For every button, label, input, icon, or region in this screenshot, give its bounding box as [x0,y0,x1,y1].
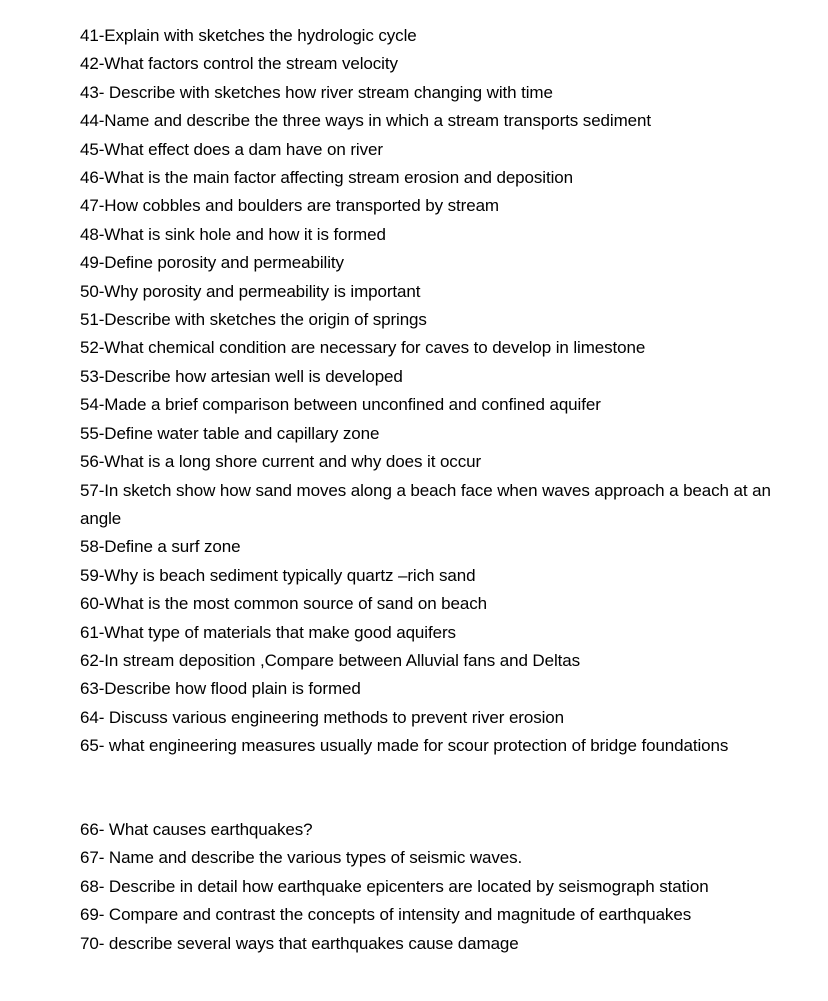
question-61: 61-What type of materials that make good aquifers [80,622,456,642]
question-51: 51-Describe with sketches the origin of springs [80,310,427,330]
question-68: 68- Describe in detail how earthquake epicenters are located by seismograph station [80,876,709,896]
question-66: 66- What causes earthquakes? [80,820,313,839]
question-44: 44-Name and describe the three ways in which a stream transports sediment [80,111,651,131]
question-47: 47-How cobbles and boulders are transported by stream [80,196,499,216]
question-43: 43- Describe with sketches how river stream changing with time [80,82,553,102]
question-59: 59-Why is beach sediment typically quartz –rich sand [80,565,476,585]
question-54: 54-Made a brief comparison between unconfined and confined aquifer [80,395,601,415]
question-55: 55-Define water table and capillary zone [80,423,380,443]
question-57: 57-In sketch show how sand moves along a beach face when waves approach a beach at an angle [80,480,771,528]
question-65: 65- what engineering measures usually made for scour protection of bridge foundations [80,736,729,756]
question-69: 69- Compare and contrast the concepts of intensity and magnitude of earthquakes [80,905,692,925]
question-42: 42-What factors control the stream velocity [80,54,398,74]
question-56: 56-What is a long shore current and why does it occur [80,452,482,472]
question-60: 60-What is the most common source of sand on beach [80,594,487,614]
question-46: 46-What is the main factor affecting stream erosion and deposition [80,168,573,188]
question-53: 53-Describe how artesian well is developed [80,366,403,386]
question-62: 62-In stream deposition ,Compare between Alluvial fans and Deltas [80,650,581,670]
question-70: 70- describe several ways that earthquakes cause damage [80,933,519,953]
question-list-hydrology [80,22,815,761]
question-list-earthquakes [80,816,815,958]
question-52: 52-What chemical condition are necessary for caves to develop in limestone [80,338,646,358]
question-64: 64- Discuss various engineering methods to prevent river erosion [80,707,565,727]
question-58: 58-Define a surf zone [80,537,241,557]
question-63: 63-Describe how flood plain is formed [80,679,361,699]
question-50: 50-Why porosity and permeability is important [80,281,421,301]
question-48: 48-What is sink hole and how it is formed [80,224,386,244]
question-41: 41-Explain with sketches the hydrologic cycle [80,26,417,45]
question-45: 45-What effect does a dam have on river [80,139,383,159]
question-67: 67- Name and describe the various types of seismic waves. [80,848,523,868]
question-49: 49-Define porosity and permeability [80,253,344,273]
